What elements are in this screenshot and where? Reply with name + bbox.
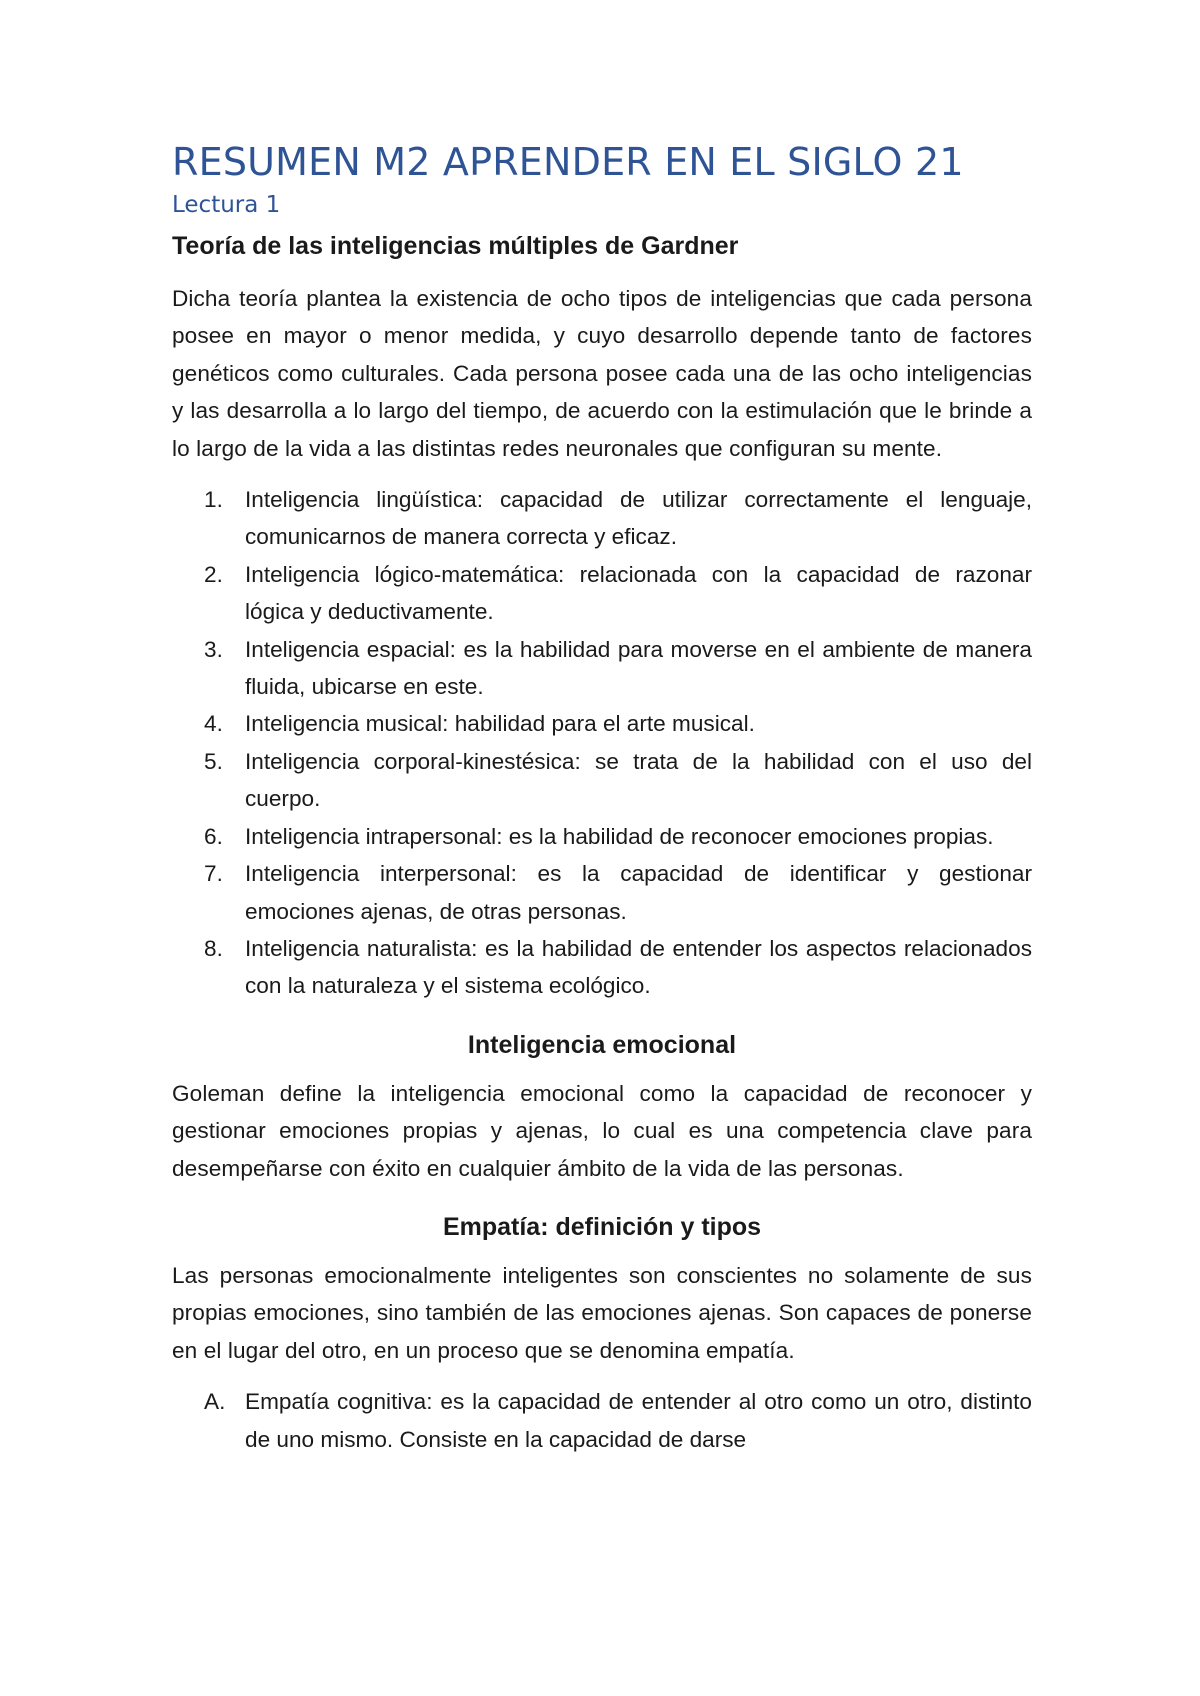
document-body <box>172 138 1032 1458</box>
paragraph-empathy: Las personas emocionalmente inteligentes son conscientes no solamente de sus propias emociones, sino también de las emociones ajenas. Son capaces de ponerse en el lugar del otro, en un proceso que se denomina empatía. <box>172 1262 1032 1363</box>
list-item-text: Inteligencia naturalista: es la habilidad de entender los aspectos relacionados con la naturaleza y el sistema ecológico. <box>245 935 1032 999</box>
section-heading-emotional: Inteligencia emocional <box>467 1030 737 1059</box>
empathy-types-list <box>172 1383 1032 1458</box>
list-item-text: Inteligencia interpersonal: es la capacidad de identificar y gestionar emociones ajenas, de otras personas. <box>245 861 1032 924</box>
list-number: A. <box>204 1389 226 1415</box>
list-number: 7. <box>204 861 223 887</box>
list-item-text: Inteligencia lingüística: capacidad de utilizar correctamente el lenguaje, comunicarnos de manera correcta y eficaz. <box>245 487 1032 550</box>
paragraph-gardner: Dicha teoría plantea la existencia de ocho tipos de inteligencias que cada persona posee en mayor o menor medida, y cuyo desarrollo depende tanto de factores genéticos como culturales. Cada persona posee cada una de las ocho inteligencias y las desarrolla a lo largo del tiempo, de acuerdo con la estimulación que le brinde a lo largo de la vida a las distintas redes neuronales que configuran su mente. <box>172 286 1032 461</box>
list-number: 4. <box>204 711 223 737</box>
list-item <box>172 631 1032 706</box>
list-item-text: Inteligencia corporal-kinestésica: se trata de la habilidad con el uso del cuerpo. <box>245 748 1032 812</box>
list-number: 8. <box>204 935 223 961</box>
list-item <box>172 556 1032 631</box>
list-item <box>172 705 1032 742</box>
list-item-text: Inteligencia intrapersonal: es la habilidad de reconocer emociones propias. <box>245 823 994 849</box>
list-item-text: Inteligencia musical: habilidad para el arte musical. <box>245 711 755 737</box>
list-item-text: Inteligencia espacial: es la habilidad para moverse en el ambiente de manera fluida, ubicarse en este. <box>245 636 1032 700</box>
paragraph-emotional: Goleman define la inteligencia emocional como la capacidad de reconocer y gestionar emociones propias y ajenas, lo cual es una competencia clave para desempeñarse con éxito en cualquier ámbito de la vida de las personas. <box>172 1080 1032 1181</box>
document-title: RESUMEN M2 APRENDER EN EL SIGLO 21 <box>172 140 964 184</box>
list-item <box>172 1383 1032 1458</box>
list-item-text: Empatía cognitiva: es la capacidad de entender al otro como un otro, distinto de uno mismo. Consiste en la capacidad de darse <box>245 1389 1032 1452</box>
list-item <box>172 481 1032 556</box>
list-item <box>172 743 1032 818</box>
section-heading-gardner: Teoría de las inteligencias múltiples de Gardner <box>172 232 739 260</box>
document-subtitle: Lectura 1 <box>172 192 281 218</box>
list-item <box>172 930 1032 1005</box>
list-number: 6. <box>204 823 223 849</box>
list-item <box>172 818 1032 855</box>
list-number: 5. <box>204 748 223 774</box>
list-number: 3. <box>204 636 223 662</box>
section-heading-empathy: Empatía: definición y tipos <box>442 1212 762 1241</box>
intelligences-list <box>172 481 1032 1005</box>
list-item-text: Inteligencia lógico-matemática: relacionada con la capacidad de razonar lógica y deductivamente. <box>245 561 1032 625</box>
list-item <box>172 855 1032 930</box>
list-number: 2. <box>204 561 223 587</box>
list-number: 1. <box>204 487 223 513</box>
